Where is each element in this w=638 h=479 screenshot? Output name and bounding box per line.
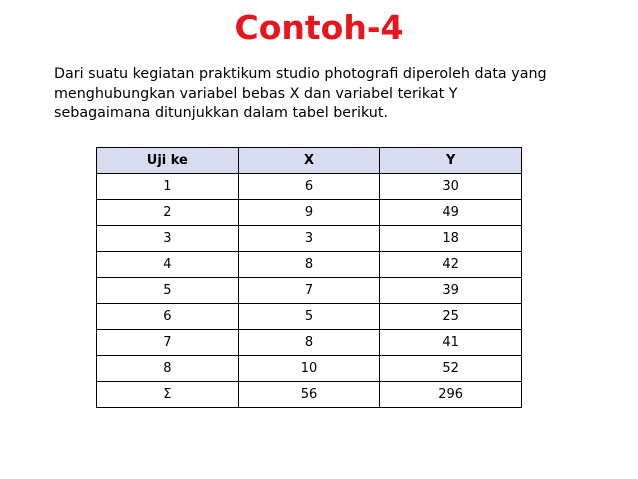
cell-y: 42 <box>380 252 522 278</box>
table-row <box>97 356 522 382</box>
data-table <box>96 147 522 408</box>
cell-x: 8 <box>238 252 380 278</box>
table-row <box>97 252 522 278</box>
cell-sum-x: 56 <box>238 382 380 408</box>
cell-y: 52 <box>380 356 522 382</box>
cell-uji-ke: 8 <box>97 356 239 382</box>
cell-uji-ke: 7 <box>97 330 239 356</box>
cell-y: 30 <box>380 174 522 200</box>
cell-x: 8 <box>238 330 380 356</box>
cell-uji-ke: 4 <box>97 252 239 278</box>
cell-x: 6 <box>238 174 380 200</box>
cell-uji-ke: 1 <box>97 174 239 200</box>
cell-y: 25 <box>380 304 522 330</box>
table-row <box>97 278 522 304</box>
table-row <box>97 304 522 330</box>
table-row <box>97 200 522 226</box>
cell-x: 7 <box>238 278 380 304</box>
intro-line: sebagaimana ditunjukkan dalam tabel berikut. <box>54 105 388 121</box>
cell-sum-symbol: Σ <box>97 382 239 408</box>
cell-uji-ke: 3 <box>97 226 239 252</box>
cell-y: 41 <box>380 330 522 356</box>
cell-x: 3 <box>238 226 380 252</box>
intro-line: Dari suatu kegiatan praktikum studio photografi diperoleh data yang <box>54 66 547 82</box>
column-header-x: X <box>238 148 380 174</box>
table-row <box>97 174 522 200</box>
cell-y: 49 <box>380 200 522 226</box>
table-row <box>97 226 522 252</box>
cell-uji-ke: 6 <box>97 304 239 330</box>
table-row-sum <box>97 382 522 408</box>
cell-uji-ke: 5 <box>97 278 239 304</box>
cell-sum-y: 296 <box>380 382 522 408</box>
slide-title: Contoh-4 <box>234 8 404 47</box>
table-row <box>97 330 522 356</box>
intro-line: menghubungkan variabel bebas X dan variabel terikat Y <box>54 85 458 102</box>
cell-y: 18 <box>380 226 522 252</box>
cell-x: 9 <box>238 200 380 226</box>
cell-x: 10 <box>238 356 380 382</box>
cell-y: 39 <box>380 278 522 304</box>
cell-x: 5 <box>238 304 380 330</box>
column-header-y: Y <box>380 148 522 174</box>
column-header-uji-ke: Uji ke <box>97 148 239 174</box>
intro-paragraph <box>54 65 614 124</box>
cell-uji-ke: 2 <box>97 200 239 226</box>
table-header-row <box>97 148 522 174</box>
